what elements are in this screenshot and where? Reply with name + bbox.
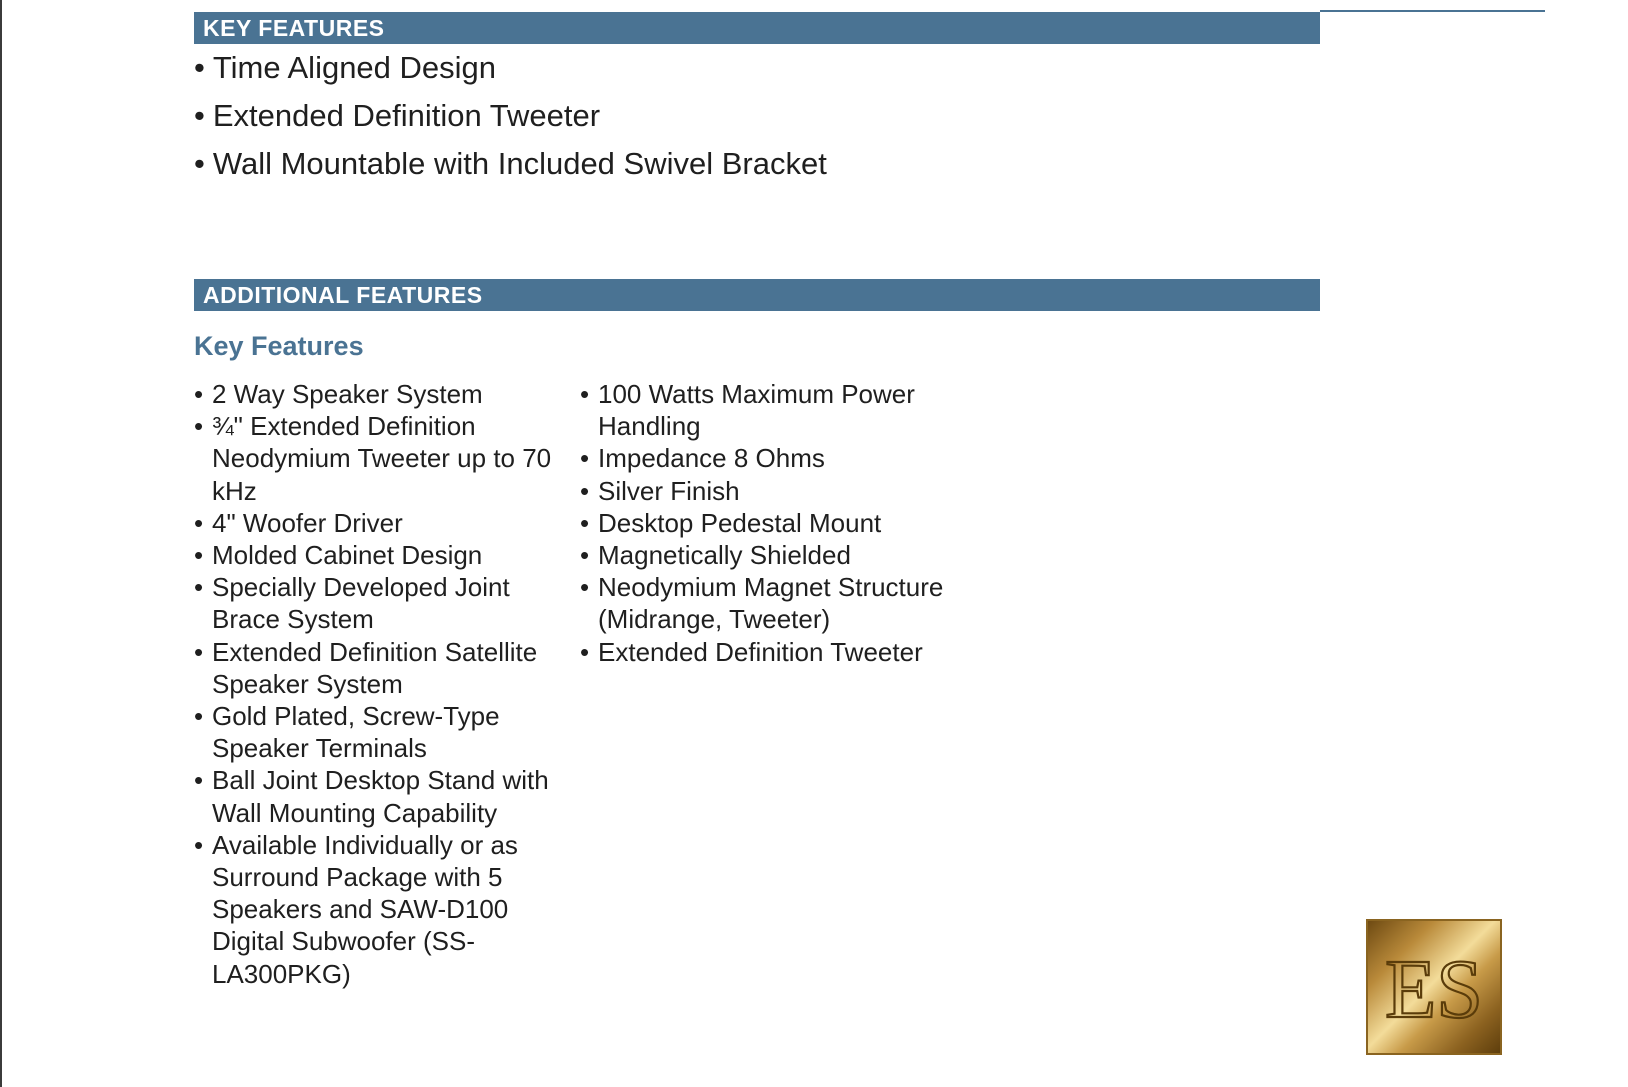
additional-features-heading: ADDITIONAL FEATURES <box>194 279 1320 311</box>
header-rule <box>1320 10 1545 12</box>
list-item: • Gold Plated, Screw-Type Speaker Terminals <box>194 700 554 764</box>
list-item: • 4" Woofer Driver <box>194 507 554 539</box>
list-item <box>194 92 827 140</box>
key-features-heading: KEY FEATURES <box>194 12 1320 44</box>
key-feature-text: Wall Mountable with Included Swivel Bracket <box>212 146 827 181</box>
key-feature-text: Time Aligned Design <box>212 50 497 85</box>
list-item: • Molded Cabinet Design <box>194 539 554 571</box>
list-item: • Extended Definition Satellite Speaker System <box>194 636 554 700</box>
list-item: • Extended Definition Tweeter <box>580 636 980 668</box>
list-item: • Magnetically Shielded <box>580 539 980 571</box>
page-left-border <box>0 0 2 1087</box>
list-item: • 2 Way Speaker System <box>194 378 554 410</box>
bullet-icon: • <box>194 50 205 85</box>
es-logo-icon <box>1368 921 1500 1053</box>
list-item <box>194 140 827 188</box>
list-item: • Impedance 8 Ohms <box>580 442 980 474</box>
list-item: • 100 Watts Maximum Power Handling <box>580 378 980 442</box>
list-item: • Neodymium Magnet Structure (Midrange, Tweeter) <box>580 571 980 635</box>
list-item: • Available Individually or as Surround Package with 5 Speakers and SAW-D100 Digital Subwoofer (SS-LA300PKG) <box>194 829 554 990</box>
key-feature-text: Extended Definition Tweeter <box>212 98 601 133</box>
bullet-icon: • <box>194 98 205 133</box>
list-item: • Silver Finish <box>580 475 980 507</box>
es-logo <box>1366 919 1502 1055</box>
feature-list-right <box>580 378 980 668</box>
key-features-list <box>194 44 827 188</box>
es-logo-letters: ES <box>1384 943 1484 1036</box>
bullet-icon: • <box>194 146 205 181</box>
list-item: • ¾" Extended Definition Neodymium Tweeter up to 70 kHz <box>194 410 554 507</box>
feature-list-left <box>194 378 554 990</box>
list-item: • Ball Joint Desktop Stand with Wall Mounting Capability <box>194 764 554 828</box>
list-item: • Desktop Pedestal Mount <box>580 507 980 539</box>
list-item: • Specially Developed Joint Brace System <box>194 571 554 635</box>
list-item <box>194 44 827 92</box>
additional-features-subheading: Key Features <box>194 331 364 361</box>
